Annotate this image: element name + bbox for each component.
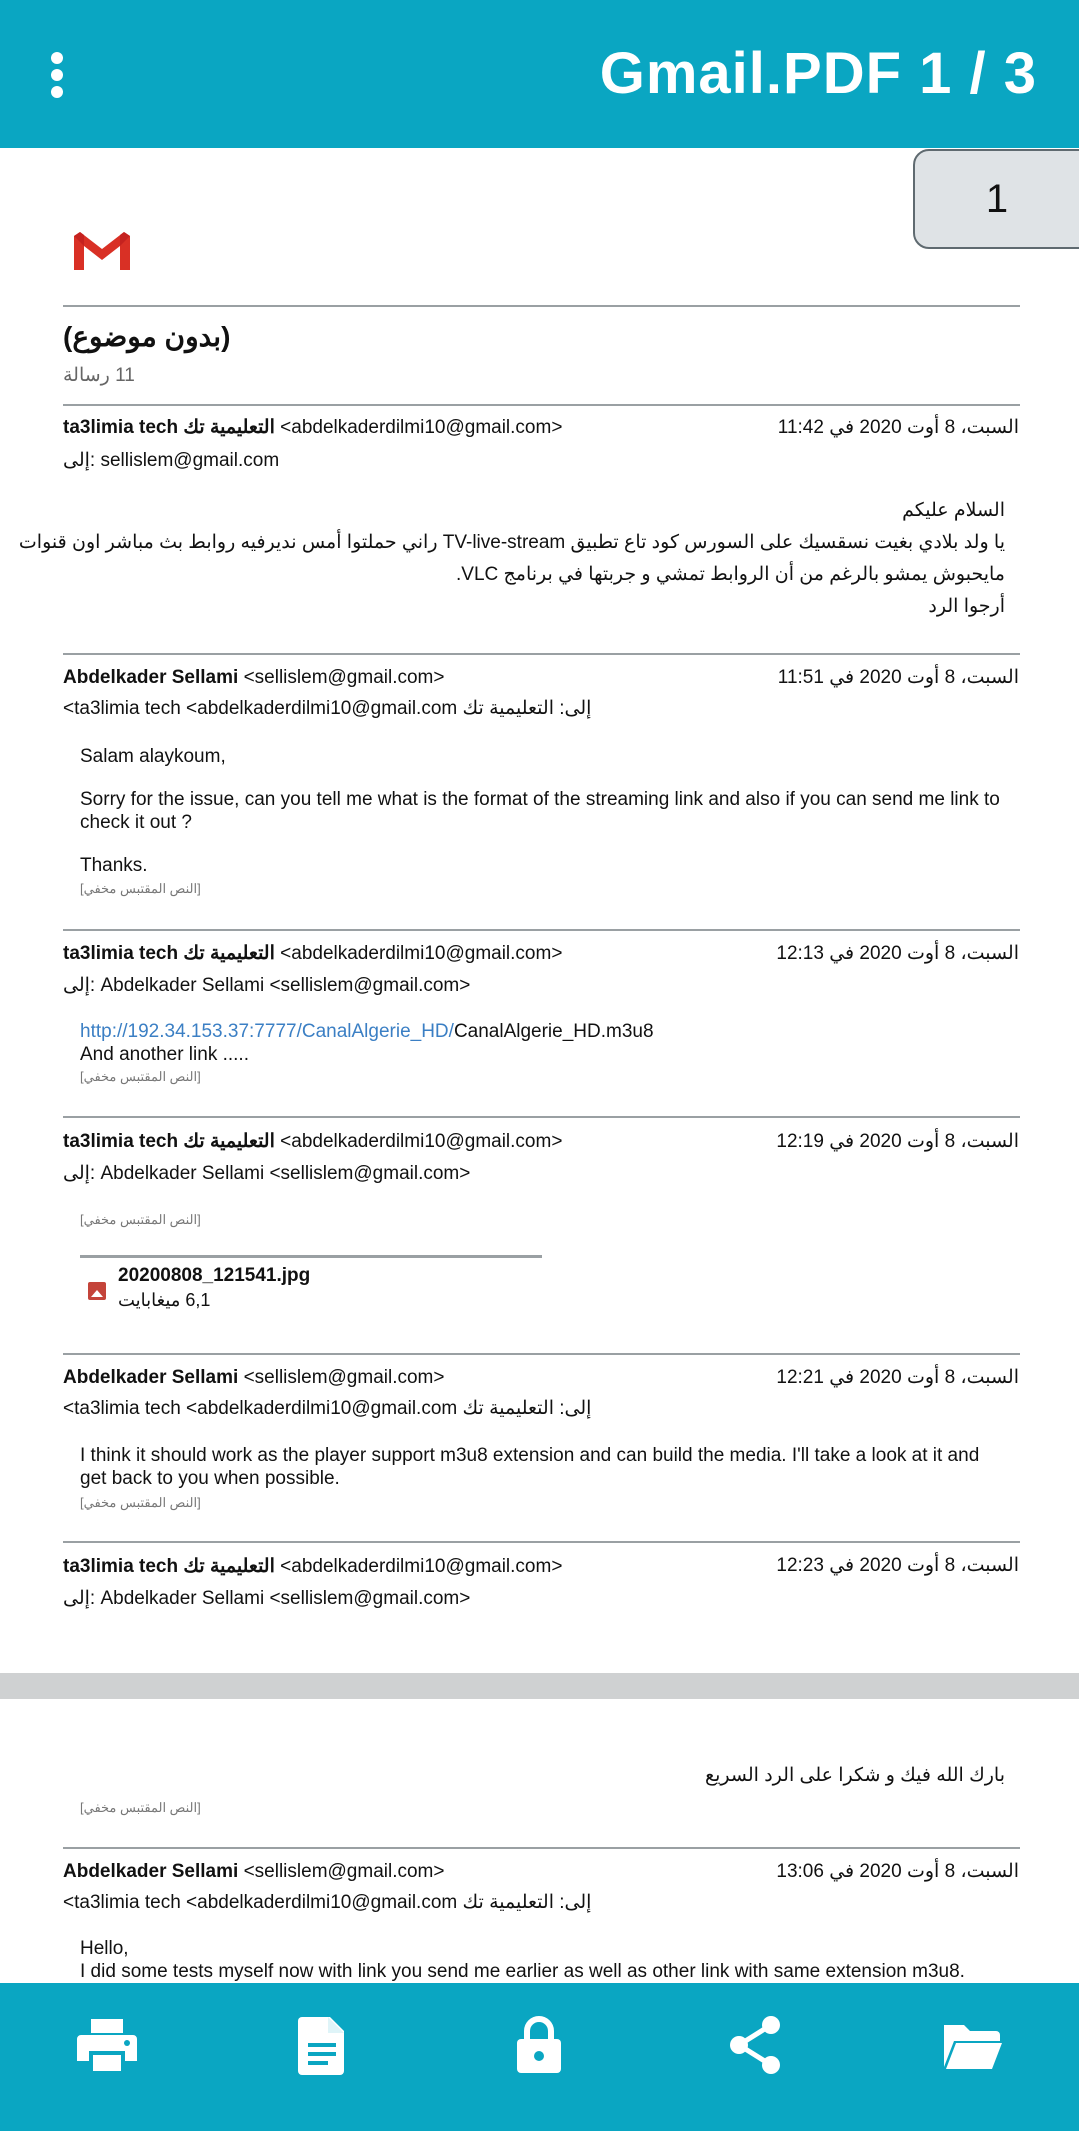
message-body [80, 1937, 1005, 1983]
divider [63, 653, 1020, 655]
divider [63, 1353, 1020, 1355]
message-recipient: إلى: Abdelkader Sellami <sellislem@gmail.com> [63, 975, 471, 996]
hidden-quote-toggle[interactable]: [النص المقتبس مخفي] [80, 881, 201, 896]
hidden-quote-toggle[interactable]: [النص المقتبس مخفي] [80, 1495, 201, 1510]
document-title: Gmail.PDF 1 / 3 [599, 41, 1037, 106]
body-line: Sorry for the issue, can you tell me what is the format of the streaming link and also if you can send me link to check it out ? [80, 789, 1000, 833]
body-line: Salam alaykoum, [80, 746, 226, 767]
document-icon[interactable] [290, 2013, 354, 2077]
body-line: And another link ..... [80, 1044, 249, 1065]
message-date: السبت، 8 أوت 2020 في 12:23 [776, 1555, 1019, 1576]
message-recipient: إلى: التعليمية تك ta3limia tech <abdelkaderdilmi10@gmail.com> [63, 1892, 592, 1913]
kebab-menu-icon[interactable] [46, 52, 68, 98]
message-date: السبت، 8 أوت 2020 في 11:42 [777, 417, 1019, 438]
message-sender: ta3limia tech التعليمية تك <abdelkaderdilmi10@gmail.com> [63, 943, 563, 964]
body-line: السلام عليكم [902, 500, 1005, 521]
message-count: 11 رسالة [63, 365, 135, 386]
message-recipient: إلى: Abdelkader Sellami <sellislem@gmail.com> [63, 1588, 471, 1609]
body-line: I did some tests myself now with link you send me earlier as well as other link with same extension m3u8. [80, 1961, 965, 1982]
stream-link[interactable] [80, 1020, 1005, 1043]
bottom-toolbar [0, 1983, 1079, 2131]
top-toolbar [0, 0, 1079, 148]
body-line: I think it should work as the player support m3u8 extension and can build the media. I'll take a look at it and get back to you when possible. [80, 1445, 980, 1489]
body-line: Thanks. [80, 855, 148, 876]
message-date: السبت، 8 أوت 2020 في 12:13 [776, 943, 1019, 964]
divider [63, 305, 1020, 307]
message-sender: ta3limia tech التعليمية تك <abdelkaderdilmi10@gmail.com> [63, 1556, 563, 1577]
gmail-logo-icon [72, 226, 132, 274]
message-sender: Abdelkader Sellami <sellislem@gmail.com> [63, 1367, 445, 1388]
message-body [18, 499, 1005, 618]
divider [63, 1847, 1020, 1849]
message-body [80, 745, 1005, 877]
message-recipient: إلى: التعليمية تك ta3limia tech <abdelkaderdilmi10@gmail.com> [63, 1398, 592, 1419]
link-url[interactable]: http://192.34.153.37:7777/CanalAlgerie_HD/ [80, 1021, 454, 1042]
message-date: السبت، 8 أوت 2020 في 12:21 [776, 1367, 1019, 1388]
body-line: مايحبوش يمشو بالرغم من أن الروابط تمشي و جربتها في برنامج VLC. [456, 564, 1005, 585]
message-body [80, 1444, 1005, 1490]
message-body [80, 1020, 1005, 1066]
page-separator [0, 1673, 1079, 1699]
message-sender: ta3limia tech التعليمية تك <abdelkaderdilmi10@gmail.com> [63, 1131, 563, 1152]
attachment-size: 6,1 ميغابايت [118, 1290, 211, 1310]
message-sender: Abdelkader Sellami <sellislem@gmail.com> [63, 1861, 445, 1882]
body-line: Hello, [80, 1938, 129, 1959]
attachment-divider [80, 1255, 542, 1258]
lock-icon[interactable] [507, 2013, 571, 2077]
hidden-quote-toggle[interactable]: [النص المقتبس مخفي] [80, 1800, 201, 1815]
body-line: يا ولد بلادي بغيت نسقسيك على السورس كود تاع تطبيق TV-live-stream راني حملتوا أمس نديرفيه روابط بث مباشر اون قنوات [18, 532, 1005, 553]
folder-open-icon[interactable] [940, 2013, 1004, 2077]
image-file-icon [88, 1282, 106, 1300]
message-date: السبت، 8 أوت 2020 في 13:06 [776, 1861, 1019, 1882]
print-icon[interactable] [75, 2013, 139, 2077]
message-recipient: إلى: sellislem@gmail.com [63, 450, 280, 471]
body-line: أرجوا الرد [928, 596, 1005, 617]
thread-subject: (بدون موضوع) [63, 321, 231, 352]
message-recipient: إلى: التعليمية تك ta3limia tech <abdelkaderdilmi10@gmail.com> [63, 698, 592, 719]
divider [63, 404, 1020, 406]
share-icon[interactable] [723, 2013, 787, 2077]
hidden-quote-toggle[interactable]: [النص المقتبس مخفي] [80, 1069, 201, 1084]
message-recipient: إلى: Abdelkader Sellami <sellislem@gmail.com> [63, 1163, 471, 1184]
message-date: السبت، 8 أوت 2020 في 12:19 [776, 1131, 1019, 1152]
divider [63, 1116, 1020, 1118]
page-number-badge[interactable]: 1 [913, 149, 1079, 249]
message-date: السبت، 8 أوت 2020 في 11:51 [777, 667, 1019, 688]
divider [63, 929, 1020, 931]
message-sender: Abdelkader Sellami <sellislem@gmail.com> [63, 667, 445, 688]
message-sender: ta3limia tech التعليمية تك <abdelkaderdilmi10@gmail.com> [63, 417, 563, 438]
message-body-continued: بارك الله فيك و شكرا على الرد السريع [705, 1765, 1005, 1786]
hidden-quote-toggle[interactable]: [النص المقتبس مخفي] [80, 1212, 201, 1227]
divider [63, 1541, 1020, 1543]
attachment-name[interactable]: 20200808_121541.jpg [118, 1265, 311, 1286]
link-filename: CanalAlgerie_HD.m3u8 [453, 1021, 654, 1042]
